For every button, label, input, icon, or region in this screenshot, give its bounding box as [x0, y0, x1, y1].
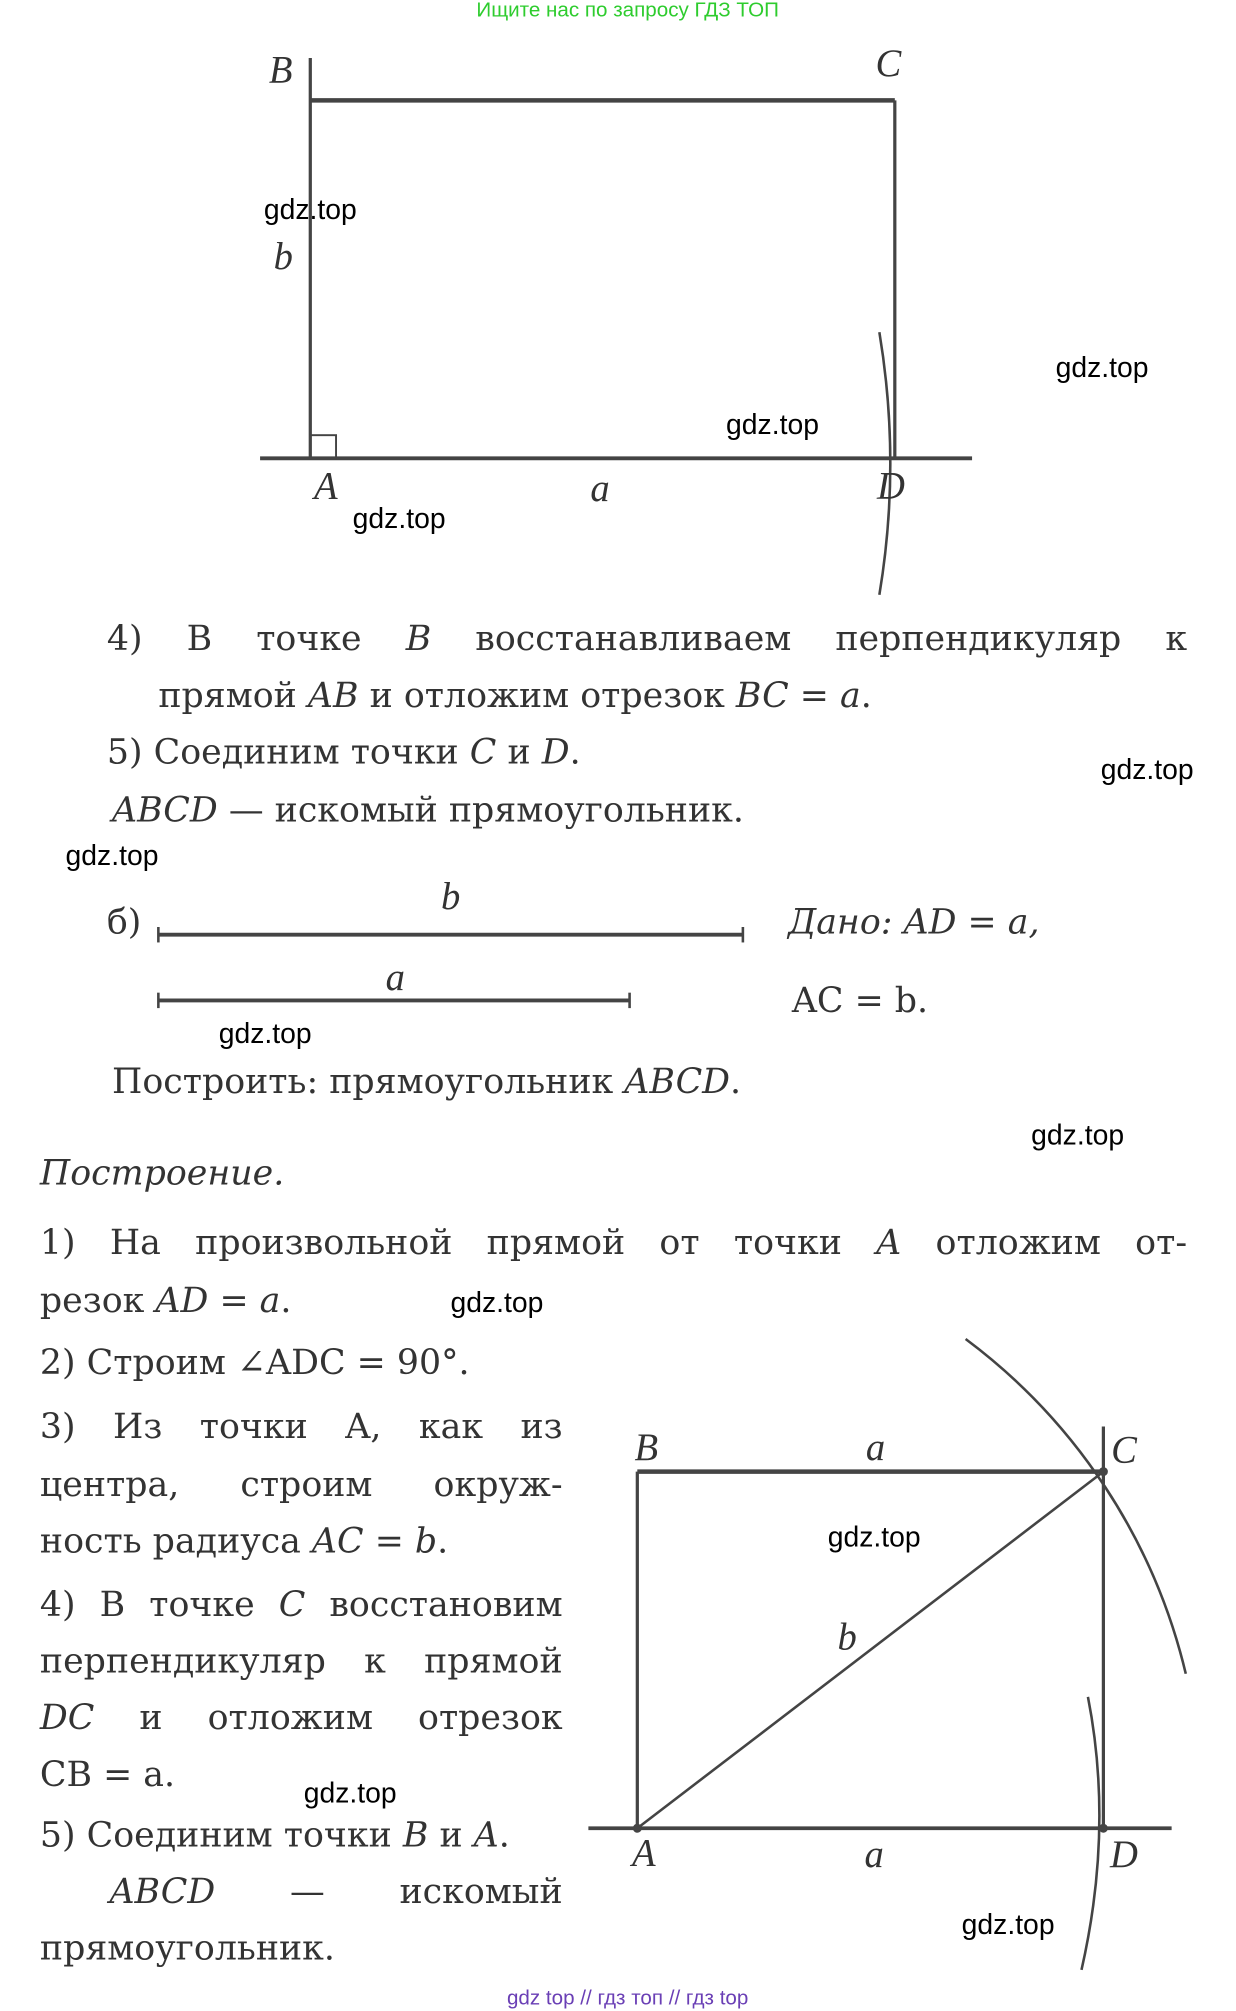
fig2-label-a-top: a — [865, 1426, 886, 1470]
search-banner[interactable]: Ищите нас по запросу ГДЗ ТОП — [476, 0, 779, 22]
segment-a-label: a — [385, 956, 405, 1000]
step5: 5) Соединим точки C и D. — [106, 732, 581, 773]
watermark: gdz.top — [450, 1286, 544, 1319]
construction-heading: Построение. — [39, 1153, 285, 1194]
cstep1-line1: 1) На произвольной прямой от точки A отложим от- — [39, 1223, 1188, 1264]
watermark: gdz.top — [961, 1908, 1055, 1941]
fig2-label-b: B — [634, 1426, 659, 1470]
fig2-label-c: C — [1111, 1429, 1137, 1472]
part-b-label: б) — [106, 902, 142, 943]
cstep3-line2: центра, строим окруж- — [39, 1465, 563, 1506]
cstep4-line4: CB = a. — [39, 1754, 176, 1795]
watermark: gdz.top — [263, 193, 357, 226]
watermark: gdz.top — [218, 1017, 312, 1050]
fig1-arc — [879, 332, 890, 595]
step4-line2: прямой AB и отложим отрезок BC = a. — [158, 675, 872, 716]
fig2-label-a-bottom: a — [864, 1833, 884, 1876]
cstep3-line1: 3) Из точки A, как из — [39, 1407, 563, 1448]
fig2-label-b-diag: b — [837, 1615, 857, 1659]
watermark: gdz.top — [303, 1776, 397, 1809]
watermark: gdz.top — [352, 502, 446, 535]
fig2-arc-radius-b — [966, 1339, 1186, 1674]
cstep4-line2: перпендикуляр к прямой — [39, 1641, 563, 1682]
watermark: gdz.top — [1055, 351, 1149, 384]
fig2-arc-d — [1082, 1697, 1100, 1970]
segment-b-label: b — [440, 875, 461, 918]
figure2-rectangle — [588, 1339, 1185, 1970]
watermark: gdz.top — [65, 839, 159, 872]
fig1-label-b-side: b — [273, 235, 293, 279]
cstep4-line1: 4) В точке C восстановим — [39, 1584, 563, 1625]
result-b-line2: прямоугольник. — [39, 1928, 335, 1969]
watermark: gdz.top — [827, 1520, 921, 1553]
watermark: gdz.top — [1100, 753, 1194, 786]
right-angle-mark — [310, 435, 336, 458]
step4-line1: 4) В точке B восстанавливаем перпендикуляр к — [106, 619, 1188, 660]
fig2-label-a-vertex: A — [631, 1832, 656, 1875]
cstep2: 2) Строим ∠ADC = 90°. — [39, 1342, 470, 1383]
given-segments — [158, 927, 743, 1008]
fig1-label-a-vertex: A — [313, 464, 338, 508]
cstep5: 5) Соединим точки B и A. — [39, 1815, 510, 1856]
fig1-label-c: C — [875, 42, 902, 85]
fig1-label-b-vertex: B — [268, 48, 293, 92]
given-line2: AC = b. — [791, 981, 929, 1021]
watermark: gdz.top — [1031, 1118, 1125, 1152]
cstep4-line3: DC и отложим отрезок — [39, 1698, 563, 1739]
cstep1-line2: резок AD = a. — [39, 1281, 292, 1321]
result-b-line1: ABCD — искомый — [109, 1872, 563, 1912]
fig1-label-a-side: a — [590, 467, 610, 510]
watermark: gdz.top — [726, 408, 819, 441]
fig1-label-d: D — [876, 464, 905, 508]
result-a: ABCD — искомый прямоугольник. — [112, 790, 744, 831]
cstep3-line3: ность радиуса AC = b. — [39, 1521, 449, 1562]
footer-links[interactable]: gdz top // гдз топ // гдз top — [506, 1987, 749, 2010]
given-line1: Дано: AD = a, — [787, 902, 1040, 943]
task-build: Построить: прямоугольник ABCD. — [112, 1062, 742, 1103]
fig2-label-d: D — [1110, 1833, 1138, 1876]
